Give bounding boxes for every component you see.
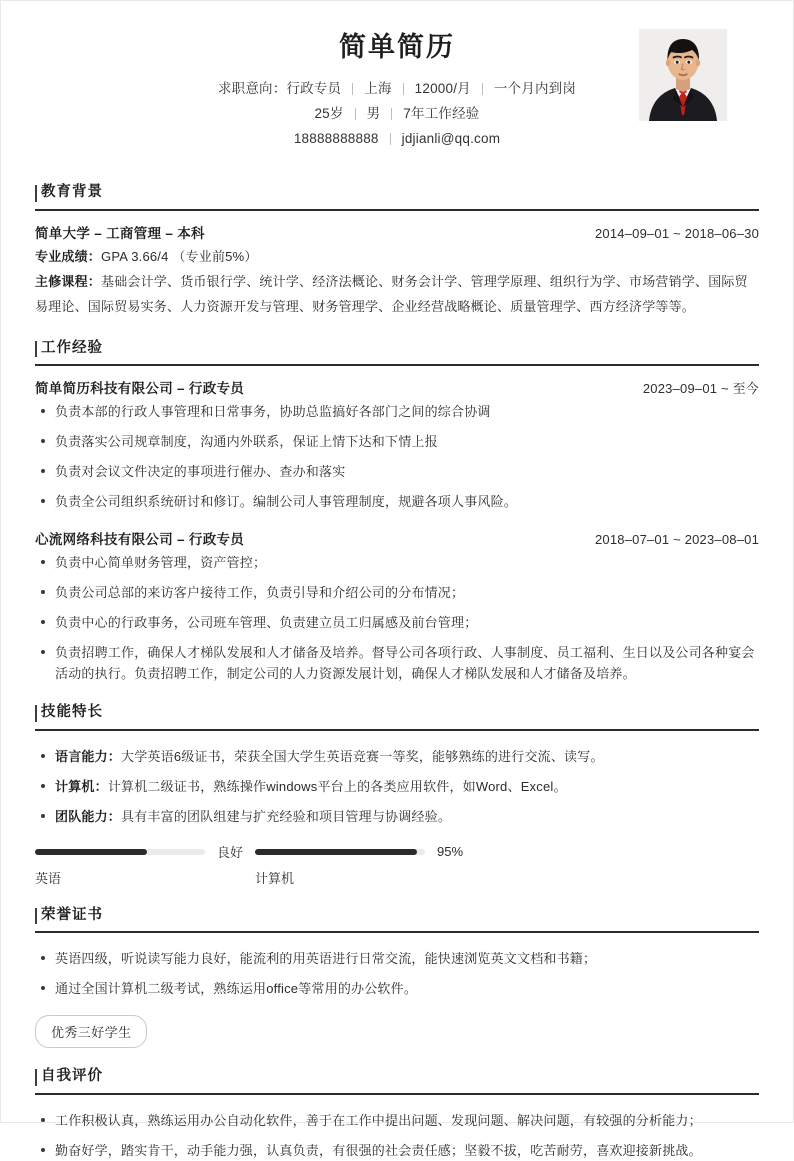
section-title-honors: 荣誉证书 bbox=[41, 906, 103, 923]
work-duty-list bbox=[35, 552, 759, 684]
resume-header bbox=[1, 1, 793, 164]
education-gpa-value: GPA 3.66/4 （专业前5%） bbox=[101, 248, 258, 264]
skill-bar-row bbox=[35, 845, 255, 859]
personal-experience: 7年工作经验 bbox=[403, 106, 480, 122]
list-item: 负责中心简单财务管理，资产管控； bbox=[35, 552, 759, 573]
list-item: 负责中心的行政事务，公司班车管理、负责建立员工归属感及前台管理； bbox=[35, 612, 759, 633]
section-head-honors bbox=[35, 907, 759, 933]
honor-tag-group bbox=[35, 1015, 759, 1048]
section-body-work bbox=[35, 366, 759, 684]
skill-name: 英语 bbox=[35, 870, 62, 886]
section-skills bbox=[1, 704, 793, 887]
work-entry bbox=[35, 528, 759, 684]
list-item: 通过全国计算机二级考试，熟练运用office等常用的办公软件。 bbox=[35, 978, 759, 999]
progress-track bbox=[35, 849, 205, 855]
section-work-experience bbox=[1, 340, 793, 685]
section-honors bbox=[1, 907, 793, 1048]
education-courses-value: 基础会计学、货币银行学、统计学、经济法概论、财务会计学、管理学原理、组织行为学、市场营销学、国际贸易理论、国际贸易实务、人力资源开发与管理、财务管理学、企业经营战略概论、质量管理学、西方经济学等等。 bbox=[35, 273, 748, 315]
skill-level-text: 良好 bbox=[217, 845, 244, 861]
personal-gender: 男 bbox=[366, 106, 381, 122]
work-company-title: 心流网络科技有限公司 – 行政专员 bbox=[35, 532, 245, 548]
skill-bar-computer bbox=[255, 845, 475, 887]
progress-track bbox=[255, 849, 425, 855]
education-school-major: 简单大学 – 工商管理 – 本科 bbox=[35, 225, 205, 241]
list-item: 勤奋好学，踏实肯干，动手能力强，认真负责，有很强的社会责任感；坚毅不拔，吃苦耐劳，喜欢迎接新挑战。 bbox=[35, 1140, 759, 1161]
section-title-skills: 技能特长 bbox=[41, 704, 103, 721]
skill-text: 计算机二级证书，熟练操作windows平台上的各类应用软件，如Word、Excel。 bbox=[107, 778, 567, 794]
meta-separator bbox=[390, 133, 391, 145]
work-entry-header bbox=[35, 377, 759, 397]
work-duty-list bbox=[35, 401, 759, 512]
skill-text: 具有丰富的团队组建与扩充经验和项目管理与协调经验。 bbox=[121, 808, 452, 824]
section-body-education bbox=[35, 211, 759, 320]
status-badge[interactable]: 优秀三好学生 bbox=[35, 1015, 147, 1048]
page-title: 简单简历 bbox=[339, 32, 455, 62]
skills-list bbox=[35, 746, 759, 827]
section-title-education: 教育背景 bbox=[41, 184, 103, 201]
list-item: 负责招聘工作，确保人才梯队发展和人才储备及培养。督导公司各项行政、人事制度、员工福利、生日以及公司各种宴会活动的执行。负责招聘工作，制定公司的人力资源发展计划，确保人才梯队发展和人才储备及培养。 bbox=[35, 642, 759, 684]
section-head-work bbox=[35, 340, 759, 366]
skill-level-text: 95% bbox=[437, 844, 464, 860]
section-body-selfeval bbox=[35, 1095, 759, 1161]
skill-label: 语言能力： bbox=[55, 748, 122, 764]
job-intent-position: 行政专员 bbox=[286, 81, 342, 97]
list-item: 负责落实公司规章制度，沟通内外联系，保证上情下达和下情上报 bbox=[35, 431, 759, 452]
personal-age: 25岁 bbox=[314, 106, 344, 122]
list-item bbox=[35, 746, 759, 767]
skill-bar-english bbox=[35, 845, 255, 887]
section-title-selfeval: 自我评价 bbox=[41, 1068, 103, 1085]
job-intent-salary: 12000/月 bbox=[414, 81, 471, 97]
education-courses-line bbox=[35, 269, 759, 320]
meta-separator bbox=[482, 83, 483, 95]
list-item: 工作积极认真，熟练运用办公自动化软件，善于在工作中提出问题、发现问题、解决问题，有较强的分析能力； bbox=[35, 1110, 759, 1131]
skill-label: 计算机： bbox=[55, 778, 108, 794]
contact-email[interactable]: jdjianli@qq.com bbox=[401, 131, 501, 147]
job-intent-availability: 一个月内到岗 bbox=[493, 81, 577, 97]
job-intent-city: 上海 bbox=[364, 81, 392, 97]
section-body-skills bbox=[35, 731, 759, 887]
education-date-range: 2014–09–01 ~ 2018–06–30 bbox=[594, 225, 759, 241]
section-head-selfeval bbox=[35, 1068, 759, 1094]
skill-bar-group bbox=[35, 845, 759, 887]
education-entry bbox=[35, 222, 759, 320]
meta-row-contact bbox=[35, 129, 759, 150]
contact-phone[interactable]: 18888888888 bbox=[293, 131, 379, 147]
section-head-skills bbox=[35, 704, 759, 730]
avatar-illustration bbox=[639, 29, 727, 121]
section-body-honors bbox=[35, 933, 759, 1048]
list-item: 负责本部的行政人事管理和日常事务，协助总监搞好各部门之间的综合协调 bbox=[35, 401, 759, 422]
meta-separator bbox=[403, 83, 404, 95]
education-gpa-line bbox=[35, 244, 759, 269]
progress-fill bbox=[255, 849, 417, 855]
list-item bbox=[35, 776, 759, 797]
list-item bbox=[35, 806, 759, 827]
education-gpa-label: 专业成绩： bbox=[35, 248, 102, 264]
meta-separator bbox=[355, 108, 356, 120]
honors-list bbox=[35, 948, 759, 999]
skill-name: 计算机 bbox=[255, 870, 295, 886]
avatar-photo bbox=[639, 29, 727, 121]
skill-bar-row bbox=[255, 845, 475, 859]
meta-separator bbox=[391, 108, 392, 120]
education-courses-label: 主修课程： bbox=[35, 273, 102, 289]
work-entry-header bbox=[35, 528, 759, 548]
work-date-range: 2023–09–01 ~ 至今 bbox=[642, 380, 759, 396]
list-item: 负责对会议文件决定的事项进行催办、查办和落实 bbox=[35, 461, 759, 482]
skill-label: 团队能力： bbox=[55, 808, 122, 824]
meta-separator bbox=[352, 83, 353, 95]
work-date-range: 2018–07–01 ~ 2023–08–01 bbox=[594, 532, 759, 548]
work-company-title: 简单简历科技有限公司 – 行政专员 bbox=[35, 380, 245, 396]
list-item: 英语四级，听说读写能力良好，能流利的用英语进行日常交流，能快速浏览英文文档和书籍； bbox=[35, 948, 759, 969]
skill-text: 大学英语6级证书，荣获全国大学生英语竞赛一等奖，能够熟练的进行交流、读写。 bbox=[121, 748, 604, 764]
education-entry-header bbox=[35, 222, 759, 242]
work-entry bbox=[35, 377, 759, 512]
list-item: 负责公司总部的来访客户接待工作，负责引导和介绍公司的分布情况； bbox=[35, 582, 759, 603]
job-intent-label: 求职意向： bbox=[217, 81, 287, 97]
selfeval-list bbox=[35, 1110, 759, 1161]
progress-fill bbox=[35, 849, 147, 855]
list-item: 负责全公司组织系统研讨和修订。编制公司人事管理制度，规避各项人事风险。 bbox=[35, 491, 759, 512]
section-education bbox=[1, 184, 793, 319]
section-self-evaluation bbox=[1, 1068, 793, 1160]
section-title-work: 工作经验 bbox=[41, 339, 103, 356]
section-head-education bbox=[35, 184, 759, 210]
